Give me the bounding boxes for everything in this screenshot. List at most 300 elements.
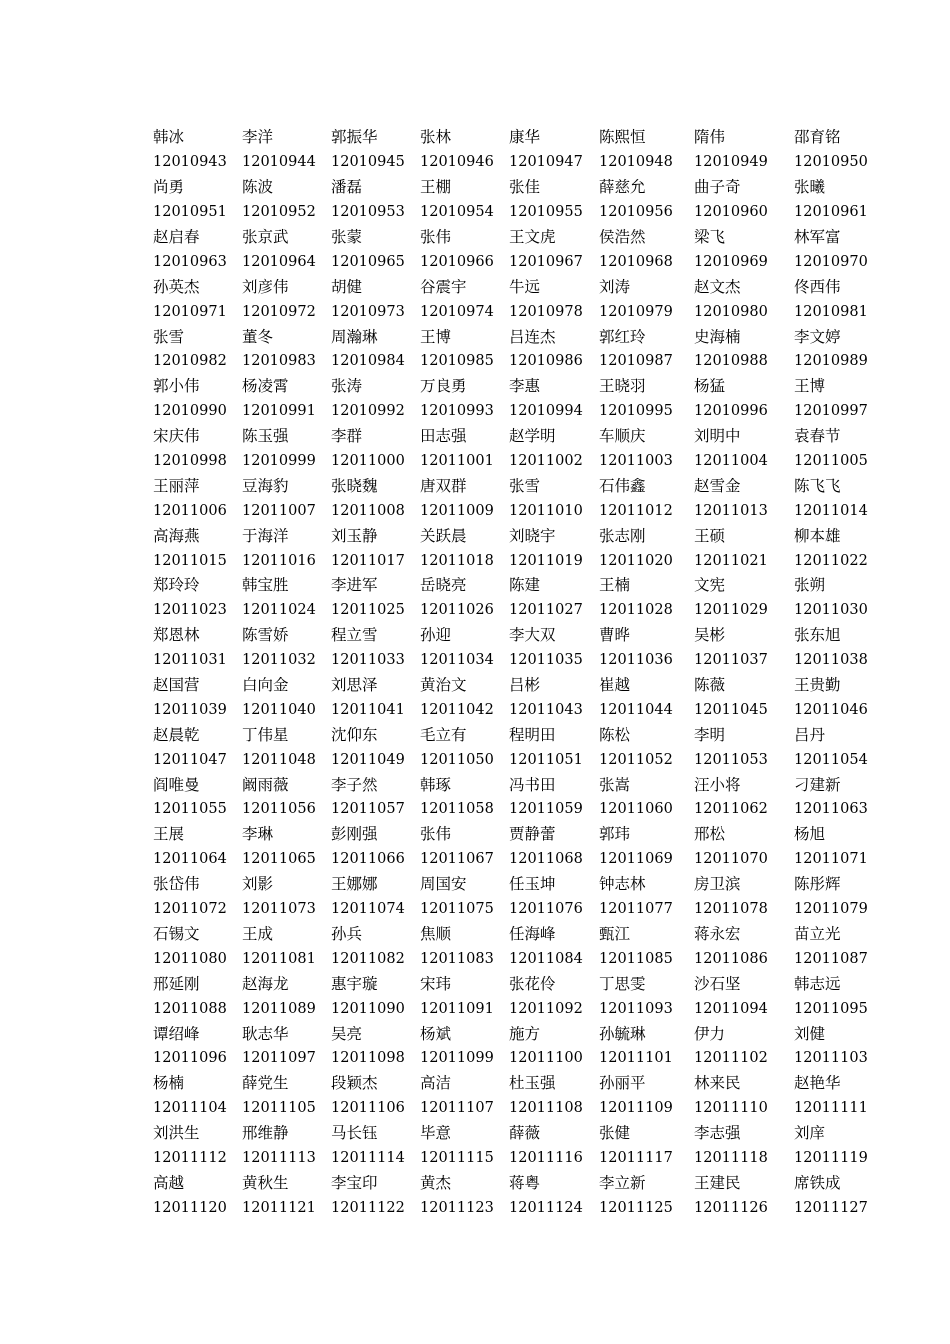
person-name: 杨楠 [153, 1074, 185, 1093]
person-name: 张伟 [420, 228, 452, 246]
person-name: 史海楠 [694, 327, 741, 346]
person-name: 王展 [153, 825, 185, 844]
person-name: 蒋永宏 [694, 924, 741, 943]
id-row [153, 1146, 873, 1171]
person-name: 孙毓琳 [599, 1024, 646, 1043]
person-name: 赵晨乾 [153, 725, 200, 744]
person-name: 赵启春 [153, 228, 200, 246]
student-id: 12011079 [794, 901, 868, 918]
name-row [153, 1121, 873, 1146]
person-name: 尚勇 [153, 178, 185, 197]
person-name: 赵文杰 [694, 277, 741, 296]
student-id: 12011014 [794, 502, 868, 519]
student-id: 12011038 [794, 652, 868, 669]
student-id: 12011084 [509, 950, 583, 967]
person-name: 侯浩然 [599, 228, 646, 246]
student-id: 12011108 [509, 1100, 583, 1117]
person-name: 李进军 [331, 576, 378, 595]
student-id: 12010946 [420, 154, 494, 171]
student-id: 12010969 [694, 253, 768, 270]
student-id: 12010949 [694, 154, 768, 171]
person-name: 席铁成 [794, 1173, 841, 1192]
student-id: 12010998 [153, 453, 227, 470]
student-id: 12011003 [599, 453, 673, 470]
student-id: 12010989 [794, 353, 868, 370]
name-row [153, 324, 873, 349]
person-name: 豆海豹 [242, 476, 289, 495]
student-id: 12010983 [242, 353, 316, 370]
person-name: 刘健 [794, 1024, 826, 1043]
student-id: 12011115 [420, 1149, 494, 1166]
student-id: 12011080 [153, 950, 227, 967]
person-name: 刘明中 [694, 427, 741, 446]
person-name: 邢松 [694, 825, 726, 844]
person-name: 薛慈允 [599, 178, 646, 197]
student-id: 12010944 [242, 154, 316, 171]
student-id: 12010945 [331, 154, 405, 171]
student-id: 12011053 [694, 751, 768, 768]
person-name: 赵国营 [153, 676, 200, 695]
student-id: 12011035 [509, 652, 583, 669]
student-id: 12011042 [420, 701, 494, 718]
person-name: 韩冰 [153, 128, 185, 147]
student-id: 12010984 [331, 353, 405, 370]
person-name: 郭小伟 [153, 377, 200, 396]
person-name: 赵雪金 [694, 476, 741, 495]
student-id: 12011090 [331, 1000, 405, 1017]
name-row [153, 374, 873, 399]
person-name: 潘磊 [331, 178, 363, 197]
person-name: 张嵩 [599, 775, 631, 794]
name-row [153, 673, 873, 698]
person-name: 刘影 [242, 875, 274, 894]
person-name: 张雪 [509, 476, 541, 495]
student-id: 12010948 [599, 154, 673, 171]
student-id: 12010986 [509, 353, 583, 370]
person-name: 吕丹 [794, 725, 826, 744]
person-name: 王棚 [420, 178, 452, 197]
person-name: 王成 [242, 924, 274, 943]
student-id: 12011127 [794, 1199, 868, 1216]
person-name: 陈雪娇 [242, 626, 289, 645]
person-name: 吕连杰 [509, 327, 556, 346]
person-name: 王建民 [694, 1173, 741, 1192]
student-id: 12010982 [153, 353, 227, 370]
person-name: 谷震宇 [420, 277, 467, 296]
student-id: 12011125 [599, 1199, 673, 1216]
student-id: 12010993 [420, 403, 494, 420]
person-name: 张志刚 [599, 526, 646, 545]
student-id: 12010970 [794, 253, 868, 270]
student-id: 12011043 [509, 701, 583, 718]
student-id: 12011081 [242, 950, 316, 967]
student-id: 12011048 [242, 751, 316, 768]
person-name: 董冬 [242, 327, 274, 346]
person-name: 冯书田 [509, 775, 556, 794]
person-name: 钟志林 [599, 875, 646, 894]
person-name: 郑玲玲 [153, 576, 200, 595]
student-id: 12011032 [242, 652, 316, 669]
student-id: 12011044 [599, 701, 673, 718]
person-name: 张花伶 [509, 974, 556, 993]
student-id: 12011064 [153, 851, 227, 868]
student-id: 12011065 [242, 851, 316, 868]
student-id: 12011101 [599, 1050, 673, 1067]
student-id: 12010972 [242, 303, 316, 320]
person-name: 黄杰 [420, 1173, 452, 1192]
student-id: 12011025 [331, 602, 405, 619]
student-id: 12011099 [420, 1050, 494, 1067]
id-row [153, 946, 873, 971]
student-id: 12011057 [331, 801, 405, 818]
person-name: 康华 [509, 128, 541, 147]
person-name: 刘彦伟 [242, 277, 289, 296]
person-name: 孙兵 [331, 924, 363, 943]
person-name: 张岱伟 [153, 875, 200, 894]
student-id: 12010979 [599, 303, 673, 320]
person-name: 李琳 [242, 825, 274, 844]
name-row [153, 125, 873, 150]
person-name: 白向金 [242, 676, 289, 695]
person-name: 郑恩林 [153, 626, 200, 645]
person-name: 刘玉静 [331, 526, 378, 545]
student-id: 12011008 [331, 502, 405, 519]
person-name: 刘庠 [794, 1124, 826, 1143]
student-id: 12011082 [331, 950, 405, 967]
student-id: 12011078 [694, 901, 768, 918]
student-id: 12011021 [694, 552, 768, 569]
student-id: 12011106 [331, 1100, 405, 1117]
student-id: 12011029 [694, 602, 768, 619]
person-name: 黄秋生 [242, 1173, 289, 1192]
person-name: 丁思雯 [599, 974, 646, 993]
student-id: 12011097 [242, 1050, 316, 1067]
person-name: 伊力 [694, 1024, 726, 1043]
person-name: 阚雨薇 [242, 775, 289, 794]
person-name: 刁建新 [794, 775, 841, 794]
person-name: 施方 [509, 1024, 541, 1043]
student-id: 12010980 [694, 303, 768, 320]
student-id: 12010971 [153, 303, 227, 320]
student-id: 12010966 [420, 253, 494, 270]
student-id: 12011103 [794, 1050, 868, 1067]
person-name: 张京武 [242, 228, 289, 246]
person-name: 蒋粤 [509, 1173, 541, 1192]
person-name: 刘晓宇 [509, 526, 556, 545]
name-row [153, 225, 873, 250]
person-name: 郭振华 [331, 128, 378, 147]
name-row [153, 523, 873, 548]
person-name: 李宝印 [331, 1173, 378, 1192]
student-id: 12011033 [331, 652, 405, 669]
id-row [153, 747, 873, 772]
person-name: 任玉坤 [509, 875, 556, 894]
id-row [153, 996, 873, 1021]
student-id: 12010950 [794, 154, 868, 171]
student-id: 12011104 [153, 1100, 227, 1117]
student-id: 12011117 [599, 1149, 673, 1166]
id-row [153, 797, 873, 822]
person-name: 文宪 [694, 576, 726, 595]
person-name: 沈仰东 [331, 725, 378, 744]
student-id: 12011037 [694, 652, 768, 669]
student-id: 12011111 [794, 1100, 868, 1117]
person-name: 刘思泽 [331, 676, 378, 695]
student-id: 12011036 [599, 652, 673, 669]
student-id: 12011121 [242, 1199, 316, 1216]
student-id: 12011007 [242, 502, 316, 519]
name-row [153, 822, 873, 847]
student-id: 12011085 [599, 950, 673, 967]
person-name: 王博 [794, 377, 826, 396]
person-name: 赵艳华 [794, 1074, 841, 1093]
person-name: 李立新 [599, 1173, 646, 1192]
student-id: 12011107 [420, 1100, 494, 1117]
student-id: 12011046 [794, 701, 868, 718]
person-name: 柳本雄 [794, 526, 841, 545]
student-id: 12011062 [694, 801, 768, 818]
student-id: 12011039 [153, 701, 227, 718]
student-id: 12011047 [153, 751, 227, 768]
person-name: 阎唯曼 [153, 775, 200, 794]
person-name: 张曦 [794, 178, 826, 197]
person-name: 赵海龙 [242, 974, 289, 993]
student-id: 12010951 [153, 204, 227, 221]
student-id: 12011012 [599, 502, 673, 519]
student-id: 12011050 [420, 751, 494, 768]
student-id: 12011030 [794, 602, 868, 619]
person-name: 高洁 [420, 1074, 452, 1093]
person-name: 梁飞 [694, 228, 726, 246]
student-id: 12011013 [694, 502, 768, 519]
student-id: 12011010 [509, 502, 583, 519]
person-name: 薛党生 [242, 1074, 289, 1093]
person-name: 张涛 [331, 377, 363, 396]
student-id: 12011126 [694, 1199, 768, 1216]
person-name: 杨旭 [794, 825, 826, 844]
name-id-roster [153, 125, 873, 1220]
student-id: 12011020 [599, 552, 673, 569]
person-name: 王贵勤 [794, 676, 841, 695]
student-id: 12010988 [694, 353, 768, 370]
student-id: 12011028 [599, 602, 673, 619]
person-name: 张佳 [509, 178, 541, 197]
id-row [153, 1096, 873, 1121]
person-name: 张健 [599, 1124, 631, 1143]
student-id: 12011001 [420, 453, 494, 470]
student-id: 12011122 [331, 1199, 405, 1216]
person-name: 杨猛 [694, 377, 726, 396]
student-id: 12011075 [420, 901, 494, 918]
id-row [153, 598, 873, 623]
person-name: 石伟鑫 [599, 476, 646, 495]
person-name: 隋伟 [694, 128, 726, 147]
student-id: 12011051 [509, 751, 583, 768]
name-row [153, 623, 873, 648]
student-id: 12011083 [420, 950, 494, 967]
student-id: 12010953 [331, 204, 405, 221]
person-name: 关跃晨 [420, 526, 467, 545]
student-id: 12010994 [509, 403, 583, 420]
student-id: 12011072 [153, 901, 227, 918]
student-id: 12010965 [331, 253, 405, 270]
student-id: 12010985 [420, 353, 494, 370]
person-name: 陈建 [509, 576, 541, 595]
person-name: 张伟 [420, 825, 452, 844]
person-name: 段颖杰 [331, 1074, 378, 1093]
person-name: 陈熙恒 [599, 128, 646, 147]
student-id: 12011063 [794, 801, 868, 818]
student-id: 12011000 [331, 453, 405, 470]
person-name: 惠宇璇 [331, 974, 378, 993]
student-id: 12010943 [153, 154, 227, 171]
student-id: 12011086 [694, 950, 768, 967]
name-row [153, 473, 873, 498]
person-name: 袁春节 [794, 427, 841, 446]
person-name: 李洋 [242, 128, 274, 147]
person-name: 岳晓亮 [420, 576, 467, 595]
student-id: 12011034 [420, 652, 494, 669]
student-id: 12011119 [794, 1149, 868, 1166]
student-id: 12011123 [420, 1199, 494, 1216]
student-id: 12010992 [331, 403, 405, 420]
id-row [153, 548, 873, 573]
person-name: 高越 [153, 1173, 185, 1192]
student-id: 12011022 [794, 552, 868, 569]
person-name: 邢延刚 [153, 974, 200, 993]
person-name: 刘涛 [599, 277, 631, 296]
student-id: 12011088 [153, 1000, 227, 1017]
person-name: 韩琢 [420, 775, 452, 794]
person-name: 曲子奇 [694, 178, 741, 197]
person-name: 韩宝胜 [242, 576, 289, 595]
person-name: 郭红玲 [599, 327, 646, 346]
student-id: 12011069 [599, 851, 673, 868]
student-id: 12011114 [331, 1149, 405, 1166]
person-name: 石锡文 [153, 924, 200, 943]
person-name: 马长钰 [331, 1124, 378, 1143]
person-name: 王丽萍 [153, 476, 200, 495]
person-name: 张林 [420, 128, 452, 147]
student-id: 12010961 [794, 204, 868, 221]
person-name: 王博 [420, 327, 452, 346]
person-name: 李惠 [509, 377, 541, 396]
student-id: 12011110 [694, 1100, 768, 1117]
person-name: 陈玉强 [242, 427, 289, 446]
person-name: 吕彬 [509, 676, 541, 695]
student-id: 12011112 [153, 1149, 227, 1166]
student-id: 12011092 [509, 1000, 583, 1017]
student-id: 12011018 [420, 552, 494, 569]
person-name: 孙英杰 [153, 277, 200, 296]
name-row [153, 1021, 873, 1046]
student-id: 12011102 [694, 1050, 768, 1067]
person-name: 王硕 [694, 526, 726, 545]
student-id: 12010967 [509, 253, 583, 270]
student-id: 12011094 [694, 1000, 768, 1017]
student-id: 12011071 [794, 851, 868, 868]
student-id: 12010995 [599, 403, 673, 420]
person-name: 车顺庆 [599, 427, 646, 446]
student-id: 12011096 [153, 1050, 227, 1067]
student-id: 12011087 [794, 950, 868, 967]
person-name: 孙丽平 [599, 1074, 646, 1093]
student-id: 12011058 [420, 801, 494, 818]
person-name: 刘洪生 [153, 1124, 200, 1143]
person-name: 唐双群 [420, 476, 467, 495]
student-id: 12010952 [242, 204, 316, 221]
name-row [153, 872, 873, 897]
person-name: 崔越 [599, 676, 631, 695]
person-name: 周瀚琳 [331, 327, 378, 346]
person-name: 韩志远 [794, 974, 841, 993]
id-row [153, 249, 873, 274]
person-name: 高海燕 [153, 526, 200, 545]
student-id: 12011095 [794, 1000, 868, 1017]
name-row [153, 175, 873, 200]
id-row [153, 1046, 873, 1071]
person-name: 孙迎 [420, 626, 452, 645]
student-id: 12010973 [331, 303, 405, 320]
name-row [153, 573, 873, 598]
person-name: 彭刚强 [331, 825, 378, 844]
person-name: 黄治文 [420, 676, 467, 695]
person-name: 林军富 [794, 228, 841, 246]
student-id: 12011006 [153, 502, 227, 519]
student-id: 12011041 [331, 701, 405, 718]
student-id: 12011052 [599, 751, 673, 768]
person-name: 宋庆伟 [153, 427, 200, 446]
person-name: 万良勇 [420, 377, 467, 396]
student-id: 12010954 [420, 204, 494, 221]
id-row [153, 349, 873, 374]
person-name: 张晓魏 [331, 476, 378, 495]
student-id: 12011091 [420, 1000, 494, 1017]
person-name: 王娜娜 [331, 875, 378, 894]
name-row [153, 722, 873, 747]
person-name: 宋玮 [420, 974, 452, 993]
person-name: 吴亮 [331, 1024, 363, 1043]
student-id: 12010955 [509, 204, 583, 221]
student-id: 12011045 [694, 701, 768, 718]
student-id: 12011024 [242, 602, 316, 619]
name-row [153, 1170, 873, 1195]
person-name: 张雪 [153, 327, 185, 346]
person-name: 程立雪 [331, 626, 378, 645]
student-id: 12010947 [509, 154, 583, 171]
student-id: 12011060 [599, 801, 673, 818]
person-name: 陈飞飞 [794, 476, 841, 495]
student-id: 12010960 [694, 204, 768, 221]
name-row [153, 1071, 873, 1096]
student-id: 12010999 [242, 453, 316, 470]
id-row [153, 449, 873, 474]
id-row [153, 399, 873, 424]
person-name: 任海峰 [509, 924, 556, 943]
student-id: 12011056 [242, 801, 316, 818]
student-id: 12011009 [420, 502, 494, 519]
name-row [153, 971, 873, 996]
student-id: 12011002 [509, 453, 583, 470]
student-id: 12011031 [153, 652, 227, 669]
person-name: 林来民 [694, 1074, 741, 1093]
person-name: 杨凌霄 [242, 377, 289, 396]
person-name: 沙石坚 [694, 974, 741, 993]
person-name: 程明田 [509, 725, 556, 744]
student-id: 12011016 [242, 552, 316, 569]
student-id: 12010990 [153, 403, 227, 420]
student-id: 12010978 [509, 303, 583, 320]
